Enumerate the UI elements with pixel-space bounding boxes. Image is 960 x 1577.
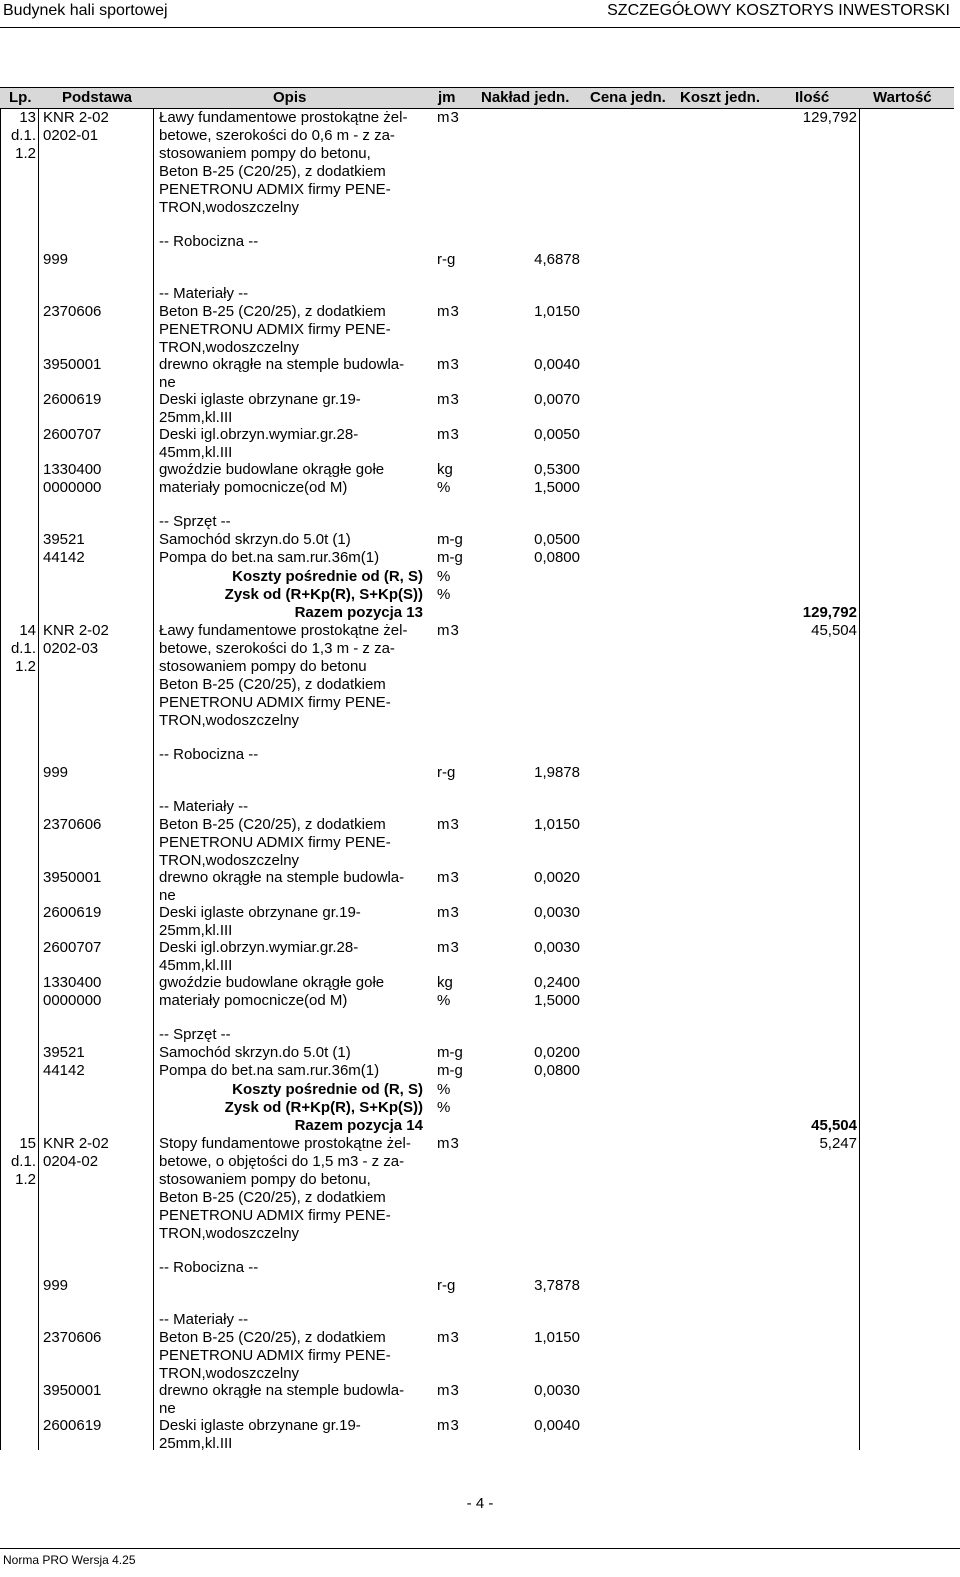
cell-ilosc: 45,504: [811, 1117, 857, 1134]
cell-naklad: 0,0040: [534, 1417, 580, 1434]
cell-jm: m3: [437, 622, 459, 639]
cell-opis: Stopy fundamentowe prostokątne żel-: [159, 1135, 411, 1152]
cell-jm: kg: [437, 974, 453, 991]
cell-naklad: 0,0040: [534, 356, 580, 373]
cell-jm: m-g: [437, 531, 463, 548]
cell-opis: PENETRONU ADMIX firmy PENE-: [159, 321, 391, 338]
cell-podstawa: 2600619: [43, 1417, 102, 1434]
cell-naklad: 0,2400: [534, 974, 580, 991]
cell-lp: 1.2: [15, 1171, 36, 1188]
cell-opis: ne: [159, 1400, 176, 1417]
column-border: [153, 108, 154, 1450]
cell-podstawa: 1330400: [43, 461, 102, 478]
cell-opis: Samochód skrzyn.do 5.0t (1): [159, 531, 351, 548]
cell-podstawa: 3950001: [43, 1382, 102, 1399]
cell-podstawa: 3950001: [43, 356, 102, 373]
col-koszt: Koszt jedn.: [680, 89, 761, 106]
cell-podstawa: 2370606: [43, 1329, 102, 1346]
cell-opis: 25mm,kl.III: [159, 409, 233, 426]
cell-opis: 45mm,kl.III: [159, 957, 233, 974]
cell-opis: Deski iglaste obrzynane gr.19-: [159, 391, 361, 408]
cell-podstawa: 2600619: [43, 904, 102, 921]
cell-naklad: 1,9878: [534, 764, 580, 781]
footer-divider: [0, 1548, 960, 1549]
cell-opis: Deski igl.obrzyn.wymiar.gr.28-: [159, 426, 359, 443]
cell-naklad: 1,5000: [534, 992, 580, 1009]
cell-opis: TRON,wodoszczelny: [159, 1225, 300, 1242]
cell-summary-label: Zysk od (R+Kp(R), S+Kp(S)): [224, 1099, 423, 1116]
cell-podstawa: 0000000: [43, 479, 102, 496]
cell-naklad: 0,0500: [534, 531, 580, 548]
cell-jm: m3: [437, 904, 459, 921]
cell-podstawa: 44142: [43, 549, 85, 566]
cell-opis: materiały pomocnicze(od M): [159, 992, 348, 1009]
cell-jm: m3: [437, 816, 459, 833]
cell-lp: 13: [19, 109, 36, 126]
cell-opis: ne: [159, 374, 176, 391]
cell-opis: ne: [159, 887, 176, 904]
cell-opis: Beton B-25 (C20/25), z dodatkiem: [159, 816, 386, 833]
cell-opis: -- Materiały --: [159, 1311, 249, 1328]
cell-opis: Pompa do bet.na sam.rur.36m(1): [159, 549, 380, 566]
cell-naklad: 0,0020: [534, 869, 580, 886]
cell-opis: Beton B-25 (C20/25), z dodatkiem: [159, 1329, 386, 1346]
cell-lp: 1.2: [15, 658, 36, 675]
cell-lp: 14: [19, 622, 36, 639]
cell-jm: m3: [437, 1135, 459, 1152]
col-podstawa: Podstawa: [62, 89, 133, 106]
cell-opis: 25mm,kl.III: [159, 922, 233, 939]
cell-podstawa: 1330400: [43, 974, 102, 991]
cell-jm: m3: [437, 869, 459, 886]
cell-opis: gwoździe budowlane okrągłe gołe: [159, 461, 385, 478]
cell-ilosc: 129,792: [802, 604, 857, 621]
cell-jm: m-g: [437, 1062, 463, 1079]
cell-podstawa: 999: [43, 251, 69, 268]
cell-naklad: 3,7878: [534, 1277, 580, 1294]
header-divider: [0, 27, 960, 28]
cell-jm: m3: [437, 1382, 459, 1399]
cell-opis: TRON,wodoszczelny: [159, 339, 300, 356]
cell-opis: stosowaniem pompy do betonu,: [159, 145, 371, 162]
cell-podstawa: 999: [43, 764, 69, 781]
cell-opis: -- Robocizna --: [159, 233, 259, 250]
cell-opis: 25mm,kl.III: [159, 1435, 233, 1452]
cell-podstawa: 0204-02: [43, 1153, 99, 1170]
cell-opis: TRON,wodoszczelny: [159, 852, 300, 869]
cell-opis: PENETRONU ADMIX firmy PENE-: [159, 1207, 391, 1224]
cell-jm: m3: [437, 939, 459, 956]
cell-opis: Deski iglaste obrzynane gr.19-: [159, 1417, 361, 1434]
cell-summary-label: Zysk od (R+Kp(R), S+Kp(S)): [224, 586, 423, 603]
cell-jm: m3: [437, 426, 459, 443]
cell-opis: Ławy fundamentowe prostokątne żel-: [159, 109, 408, 126]
cell-opis: -- Sprzęt --: [159, 513, 231, 530]
cell-podstawa: 0000000: [43, 992, 102, 1009]
cell-opis: betowe, o objętości do 1,5 m3 - z za-: [159, 1153, 405, 1170]
cell-podstawa: 2600707: [43, 939, 102, 956]
document-type: SZCZEGÓŁOWY KOSZTORYS INWESTORSKI: [607, 2, 950, 19]
cell-jm: kg: [437, 461, 453, 478]
cell-opis: -- Materiały --: [159, 798, 249, 815]
cell-opis: Deski igl.obrzyn.wymiar.gr.28-: [159, 939, 359, 956]
cell-opis: TRON,wodoszczelny: [159, 199, 300, 216]
cell-podstawa: 3950001: [43, 869, 102, 886]
cell-opis: Beton B-25 (C20/25), z dodatkiem: [159, 1189, 386, 1206]
cell-podstawa: 2600707: [43, 426, 102, 443]
cell-naklad: 4,6878: [534, 251, 580, 268]
cell-opis: -- Materiały --: [159, 285, 249, 302]
column-header-row: [0, 87, 954, 109]
software-version: Norma PRO Wersja 4.25: [3, 1553, 136, 1567]
cell-naklad: 0,0200: [534, 1044, 580, 1061]
cell-opis: -- Robocizna --: [159, 1259, 259, 1276]
cell-opis: PENETRONU ADMIX firmy PENE-: [159, 694, 391, 711]
cell-naklad: 0,0070: [534, 391, 580, 408]
cell-opis: betowe, szerokości do 1,3 m - z za-: [159, 640, 395, 657]
cell-podstawa: 39521: [43, 1044, 85, 1061]
cell-jm: m3: [437, 1329, 459, 1346]
cell-jm: %: [437, 1081, 451, 1098]
cell-jm: r-g: [437, 764, 456, 781]
cell-naklad: 0,0800: [534, 549, 580, 566]
cell-podstawa: KNR 2-02: [43, 109, 109, 126]
cell-opis: PENETRONU ADMIX firmy PENE-: [159, 181, 391, 198]
cell-opis: TRON,wodoszczelny: [159, 1365, 300, 1382]
cell-opis: 45mm,kl.III: [159, 444, 233, 461]
col-naklad: Nakład jedn.: [481, 89, 570, 106]
cell-lp: d.1.: [10, 1153, 36, 1170]
cell-podstawa: KNR 2-02: [43, 622, 109, 639]
cell-podstawa: 39521: [43, 531, 85, 548]
cell-opis: PENETRONU ADMIX firmy PENE-: [159, 834, 391, 851]
cell-jm: m3: [437, 391, 459, 408]
cell-podstawa: 0202-03: [43, 640, 99, 657]
cell-naklad: 1,5000: [534, 479, 580, 496]
col-jm: jm: [438, 89, 456, 106]
cell-opis: stosowaniem pompy do betonu,: [159, 1171, 371, 1188]
cell-podstawa: KNR 2-02: [43, 1135, 109, 1152]
cell-jm: m-g: [437, 1044, 463, 1061]
cell-ilosc: 129,792: [802, 109, 857, 126]
cell-opis: drewno okrągłe na stemple budowla-: [159, 356, 405, 373]
cell-opis: Samochód skrzyn.do 5.0t (1): [159, 1044, 351, 1061]
cell-opis: Beton B-25 (C20/25), z dodatkiem: [159, 676, 386, 693]
cell-jm: m3: [437, 356, 459, 373]
cell-naklad: 0,0030: [534, 1382, 580, 1399]
cell-podstawa: 0202-01: [43, 127, 99, 144]
cell-lp: d.1.: [10, 127, 36, 144]
cell-jm: m3: [437, 303, 459, 320]
cell-summary-label: Razem pozycja 13: [294, 604, 423, 621]
col-cena: Cena jedn.: [590, 89, 666, 106]
col-opis: Opis: [273, 89, 307, 106]
cell-naklad: 0,0800: [534, 1062, 580, 1079]
document-title: Budynek hali sportowej: [3, 2, 168, 19]
cell-opis: Ławy fundamentowe prostokątne żel-: [159, 622, 408, 639]
cell-podstawa: 44142: [43, 1062, 85, 1079]
cell-summary-label: Razem pozycja 14: [294, 1117, 423, 1134]
cell-podstawa: 2370606: [43, 303, 102, 320]
cell-opis: gwoździe budowlane okrągłe gołe: [159, 974, 385, 991]
cell-naklad: 0,0030: [534, 939, 580, 956]
col-ilosc: Ilość: [795, 89, 830, 106]
cell-opis: Beton B-25 (C20/25), z dodatkiem: [159, 303, 386, 320]
cell-jm: m-g: [437, 549, 463, 566]
cell-naklad: 0,0050: [534, 426, 580, 443]
cell-opis: -- Robocizna --: [159, 746, 259, 763]
column-border: [38, 108, 39, 1450]
cell-opis: materiały pomocnicze(od M): [159, 479, 348, 496]
cell-naklad: 0,5300: [534, 461, 580, 478]
cell-naklad: 1,0150: [534, 816, 580, 833]
col-lp: Lp.: [9, 89, 32, 106]
cell-ilosc: 5,247: [819, 1135, 857, 1152]
cell-jm: %: [437, 568, 451, 585]
cell-lp: 15: [19, 1135, 36, 1152]
cell-podstawa: 999: [43, 1277, 69, 1294]
cell-jm: %: [437, 586, 451, 603]
cell-opis: drewno okrągłe na stemple budowla-: [159, 869, 405, 886]
cell-jm: %: [437, 479, 451, 496]
cell-naklad: 1,0150: [534, 303, 580, 320]
cell-summary-label: Koszty pośrednie od (R, S): [232, 1081, 423, 1098]
cell-opis: drewno okrągłe na stemple budowla-: [159, 1382, 405, 1399]
cell-opis: Beton B-25 (C20/25), z dodatkiem: [159, 163, 386, 180]
column-border: [859, 108, 860, 1450]
cell-jm: m3: [437, 109, 459, 126]
page-number: - 4 -: [466, 1495, 494, 1512]
cell-opis: Pompa do bet.na sam.rur.36m(1): [159, 1062, 380, 1079]
cell-jm: r-g: [437, 1277, 456, 1294]
cell-opis: PENETRONU ADMIX firmy PENE-: [159, 1347, 391, 1364]
cell-naklad: 1,0150: [534, 1329, 580, 1346]
cell-lp: d.1.: [10, 640, 36, 657]
cell-ilosc: 45,504: [811, 622, 857, 639]
cell-opis: -- Sprzęt --: [159, 1026, 231, 1043]
cell-opis: Deski iglaste obrzynane gr.19-: [159, 904, 361, 921]
cell-podstawa: 2600619: [43, 391, 102, 408]
cell-summary-label: Koszty pośrednie od (R, S): [232, 568, 423, 585]
cell-lp: 1.2: [15, 145, 36, 162]
cell-opis: stosowaniem pompy do betonu: [159, 658, 367, 675]
cell-opis: TRON,wodoszczelny: [159, 712, 300, 729]
cell-naklad: 0,0030: [534, 904, 580, 921]
cell-jm: m3: [437, 1417, 459, 1434]
cell-jm: %: [437, 992, 451, 1009]
cell-podstawa: 2370606: [43, 816, 102, 833]
cell-jm: r-g: [437, 251, 456, 268]
column-border: [0, 108, 1, 1450]
cell-opis: betowe, szerokości do 0,6 m - z za-: [159, 127, 395, 144]
cell-jm: %: [437, 1099, 451, 1116]
col-wartosc: Wartość: [873, 89, 932, 106]
